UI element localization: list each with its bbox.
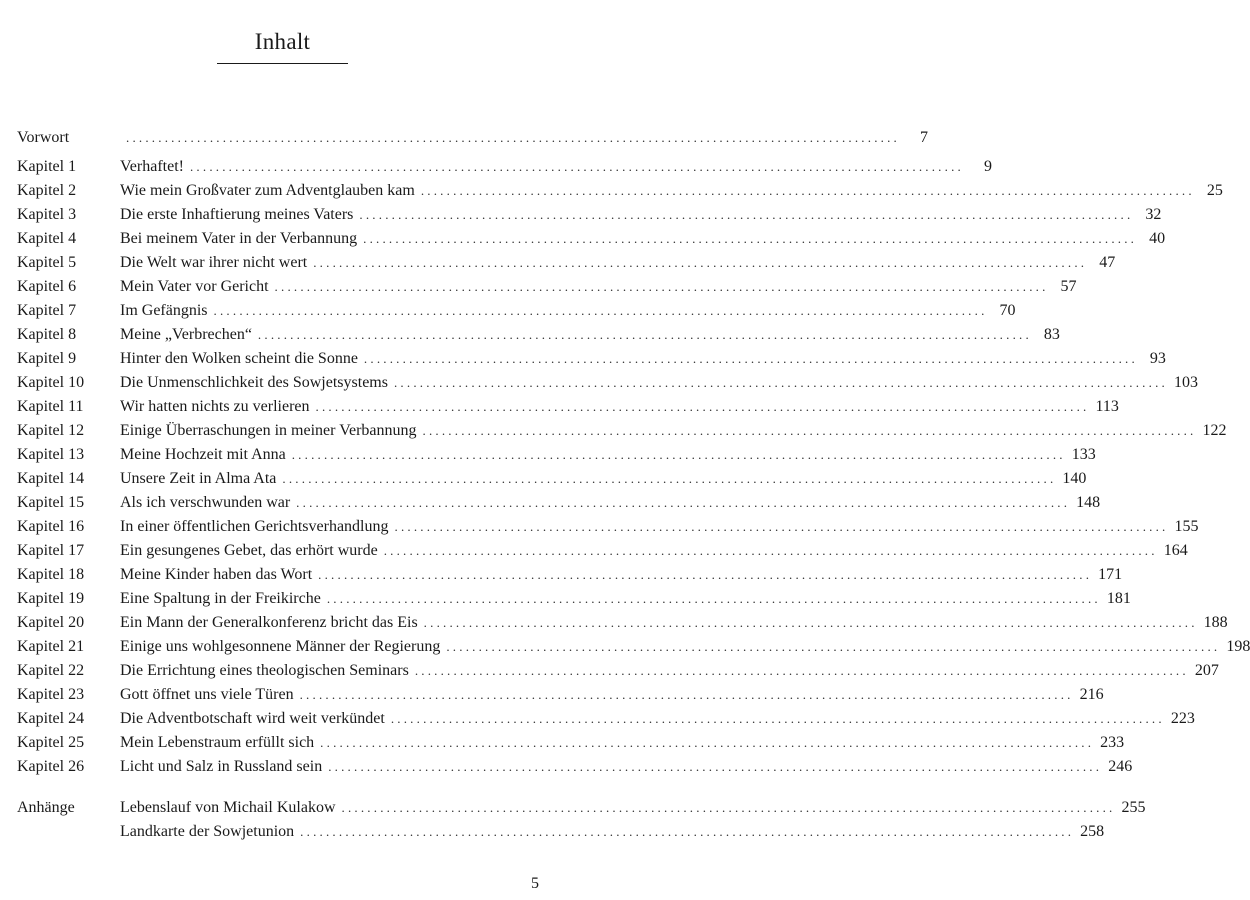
toc-chapter-label: Kapitel 13 [17,446,85,463]
toc-dot-leader: ........................................................................................................................ [274,279,1049,294]
toc-page-number: 32 [1145,206,1162,223]
toc-entry [120,796,1146,820]
toc-entry [120,179,1223,203]
toc-chapter-label: Kapitel 22 [17,662,85,679]
toc-page-number: 133 [1071,446,1096,463]
toc-page-number: 171 [1098,566,1123,583]
toc-dot-leader: ........................................................................................................................ [393,375,1168,390]
toc-page-number: 9 [983,158,992,175]
toc-page-number: 57 [1060,278,1077,295]
toc-entry [120,659,1219,683]
toc-entry [120,820,1105,844]
toc-chapter-title: Die Adventbotschaft wird weit verkündet [120,710,385,727]
toc-dot-leader: ........................................................................................................................ [126,130,900,145]
toc-row [0,126,928,150]
toc-entry [120,467,1087,491]
toc-dot-leader: ........................................................................................................................ [318,567,1093,582]
toc-row [0,323,1060,347]
toc-row [0,707,1195,731]
toc-chapter-label: Kapitel 5 [17,254,77,271]
toc-row [0,659,1219,683]
toc-chapter-label: Kapitel 2 [17,182,77,199]
toc-entry [120,707,1195,731]
toc-page-number: 207 [1194,662,1219,679]
toc-dot-leader: ........................................................................................................................ [320,735,1095,750]
toc-chapter-title: Eine Spaltung in der Freikirche [120,590,321,607]
toc-page-number: 233 [1100,734,1125,751]
toc-chapter-title: Im Gefängnis [120,302,208,319]
toc-page-number: 93 [1149,350,1166,367]
toc-entry [120,203,1162,227]
toc-page-number: 216 [1079,686,1104,703]
toc-page-number: 246 [1108,758,1133,775]
toc-dot-leader: ........................................................................................................................ [300,824,1075,839]
toc-chapter-label: Kapitel 8 [17,326,77,343]
toc-entry [120,227,1166,251]
toc-page-number: 164 [1163,542,1188,559]
toc-row [0,635,1250,659]
toc-chapter-title: Mein Lebenstraum erfüllt sich [120,734,315,751]
toc-chapter-label: Kapitel 25 [17,734,85,751]
toc-row [0,203,1162,227]
toc-chapter-title: Landkarte der Sowjetunion [120,823,295,840]
toc-row [0,155,992,179]
toc-row [0,587,1131,611]
toc-dot-leader: ........................................................................................................................ [315,399,1090,414]
toc-page-number: 198 [1226,638,1250,655]
toc-chapter-label: Kapitel 6 [17,278,77,295]
toc-page-number: 25 [1206,182,1223,199]
toc-chapter-label: Kapitel 10 [17,374,85,391]
toc-chapter-title: Die Errichtung eines theologischen Seminars [120,662,409,679]
toc-entry [120,371,1198,395]
toc-chapter-label: Kapitel 7 [17,302,77,319]
toc-dot-leader: ........................................................................................................................ [394,519,1169,534]
toc-chapter-title: Die erste Inhaftierung meines Vaters [120,206,354,223]
toc-dot-leader: ........................................................................................................................ [282,471,1057,486]
toc-chapter-title: Bei meinem Vater in der Verbannung [120,230,358,247]
toc-entry [120,299,1016,323]
toc-dot-leader: ........................................................................................................................ [291,447,1066,462]
toc-page-number: 122 [1202,422,1227,439]
toc-row [0,491,1101,515]
toc-row [0,611,1228,635]
toc-entry [120,515,1199,539]
toc-chapter-title: Ein Mann der Generalkonferenz bricht das Eis [120,614,418,631]
toc-dot-leader: ........................................................................................................................ [341,800,1116,815]
toc-row [0,443,1096,467]
toc-heading-block [0,28,565,56]
page-title: Inhalt [254,29,311,54]
toc-dot-leader: ........................................................................................................................ [359,207,1134,222]
toc-chapter-label: Kapitel 4 [17,230,77,247]
toc-chapter-label: Kapitel 12 [17,422,85,439]
toc-chapter-label: Kapitel 11 [17,398,84,415]
toc-row [0,395,1119,419]
toc-dot-leader: ........................................................................................................................ [423,615,1198,630]
toc-chapter-label: Kapitel 15 [17,494,85,511]
toc-row [0,820,1105,844]
toc-row [0,515,1199,539]
toc-chapter-title: Hinter den Wolken scheint die Sonne [120,350,358,367]
toc-dot-leader: ........................................................................................................................ [313,255,1088,270]
toc-chapter-title: Als ich verschwunden war [120,494,291,511]
toc-row [0,731,1125,755]
toc-row [0,467,1087,491]
toc-dot-leader: ........................................................................................................................ [296,495,1071,510]
title-underline [217,63,348,64]
toc-row [0,227,1166,251]
toc-entry [120,347,1166,371]
toc-chapter-title: Meine „Verbrechen“ [120,326,252,343]
toc-chapter-label: Vorwort [17,129,70,146]
toc-entry [120,251,1116,275]
toc-chapter-label: Kapitel 24 [17,710,85,727]
toc-chapter-title: Unsere Zeit in Alma Ata [120,470,277,487]
toc-chapter-label: Kapitel 16 [17,518,85,535]
toc-chapter-title: Ein gesungenes Gebet, das erhört wurde [120,542,378,559]
toc-row [0,419,1227,443]
toc-row [0,251,1116,275]
toc-chapter-title: Einige uns wohlgesonnene Männer der Regierung [120,638,441,655]
page-number: 5 [531,875,539,892]
toc-entry [120,443,1096,467]
toc-chapter-title: Die Welt war ihrer nicht wert [120,254,308,271]
toc-chapter-title: Verhaftet! [120,158,184,175]
toc-dot-leader: ........................................................................................................................ [257,327,1032,342]
toc-page-number: 258 [1080,823,1105,840]
toc-dot-leader: ........................................................................................................................ [326,591,1101,606]
toc-page-number: 47 [1099,254,1116,271]
toc-page-number: 113 [1095,398,1119,415]
toc-page-number: 155 [1174,518,1199,535]
toc-dot-leader: ........................................................................................................................ [420,183,1195,198]
toc-chapter-title: Mein Vater vor Gericht [120,278,269,295]
toc-dot-leader: ........................................................................................................................ [328,759,1103,774]
toc-chapter-label: Kapitel 1 [17,158,77,175]
toc-row [0,755,1133,779]
toc-chapter-title: Meine Hochzeit mit Anna [120,446,286,463]
toc-entry [120,683,1104,707]
toc-chapter-label: Kapitel 18 [17,566,85,583]
toc-row [0,539,1188,563]
toc-row [0,179,1223,203]
toc-entry [120,587,1131,611]
toc-page-number: 181 [1106,590,1131,607]
toc-dot-leader: ........................................................................................................................ [446,639,1221,654]
toc-page-number: 83 [1043,326,1060,343]
toc-row [0,683,1104,707]
toc-row [0,371,1198,395]
toc-page-number: 103 [1173,374,1198,391]
toc-entry [120,155,992,179]
toc-entry [120,395,1119,419]
toc-entry [120,611,1228,635]
toc-chapter-title: Wir hatten nichts zu verlieren [120,398,310,415]
toc-page-number: 140 [1062,470,1087,487]
toc-entry [120,731,1125,755]
toc-chapter-label: Kapitel 20 [17,614,85,631]
toc-chapter-title: In einer öffentlichen Gerichtsverhandlung [120,518,389,535]
toc-page-number: 223 [1170,710,1195,727]
toc-entry [120,491,1101,515]
toc-dot-leader: ........................................................................................................................ [390,711,1165,726]
toc-dot-leader: ........................................................................................................................ [299,687,1074,702]
toc-row [0,275,1077,299]
toc-row [0,347,1166,371]
toc-chapter-title: Wie mein Großvater zum Adventglauben kam [120,182,415,199]
toc-page-number: 188 [1203,614,1228,631]
toc-page-number: 148 [1076,494,1101,511]
toc-dot-leader: ........................................................................................................................ [363,231,1138,246]
toc-chapter-title: Gott öffnet uns viele Türen [120,686,294,703]
toc-chapter-label: Kapitel 9 [17,350,77,367]
toc-entry [120,539,1188,563]
toc-dot-leader: ........................................................................................................................ [189,159,964,174]
toc-chapter-label: Kapitel 14 [17,470,85,487]
toc-chapter-title: Licht und Salz in Russland sein [120,758,323,775]
toc-entry [120,126,928,150]
toc-chapter-title: Lebenslauf von Michail Kulakow [120,799,336,816]
toc-row [0,563,1123,587]
toc-dot-leader: ........................................................................................................................ [383,543,1158,558]
toc-page-number: 40 [1149,230,1166,247]
toc-entry [120,563,1123,587]
toc-row [0,796,1146,820]
toc-chapter-title: Die Unmenschlichkeit des Sowjetsystems [120,374,388,391]
toc-dot-leader: ........................................................................................................................ [422,423,1197,438]
toc-entry [120,323,1060,347]
toc-page-number: 7 [920,129,928,146]
toc-chapter-label: Kapitel 21 [17,638,85,655]
toc-entry [120,635,1250,659]
toc-page-number: 70 [999,302,1016,319]
toc-dot-leader: ........................................................................................................................ [213,303,988,318]
toc-entry [120,419,1227,443]
toc-chapter-label: Kapitel 19 [17,590,85,607]
toc-chapter-title: Einige Überraschungen in meiner Verbannung [120,422,417,439]
toc-dot-leader: ........................................................................................................................ [363,351,1138,366]
toc-chapter-label: Kapitel 23 [17,686,85,703]
toc-chapter-title: Meine Kinder haben das Wort [120,566,313,583]
toc-chapter-label: Kapitel 3 [17,206,77,223]
toc-entry [120,755,1133,779]
toc-dot-leader: ........................................................................................................................ [414,663,1189,678]
toc-chapter-label: Kapitel 26 [17,758,85,775]
toc-entry [120,275,1077,299]
toc-chapter-label: Kapitel 17 [17,542,85,559]
toc-page-number: 255 [1121,799,1146,816]
toc-chapter-label: Anhänge [17,799,75,816]
toc-row [0,299,1016,323]
